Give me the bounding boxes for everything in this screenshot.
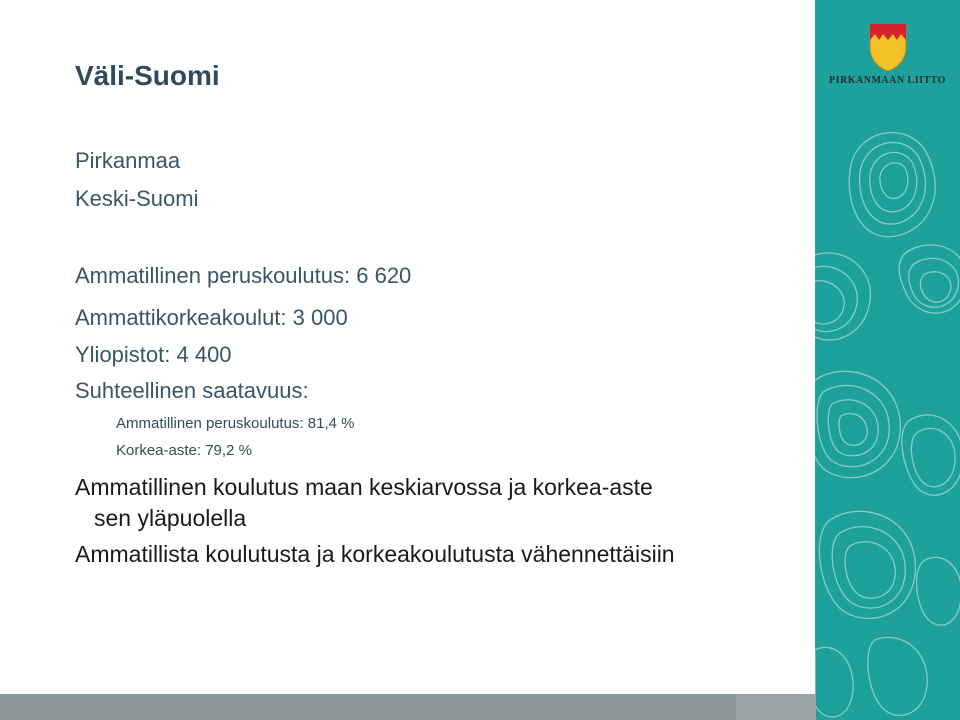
contour-pattern-icon xyxy=(815,0,960,720)
slide-title: Väli-Suomi xyxy=(75,60,220,91)
stat-polytechnics: Ammattikorkeakoulut: 3 000 xyxy=(75,305,348,330)
sub-stat-vocational: Ammatillinen peruskoulutus: 81,4 % xyxy=(116,415,355,432)
region-pirkanmaa: Pirkanmaa xyxy=(75,148,181,173)
conclusion-1a: Ammatillinen koulutus maan keskiarvossa ja korkea-aste xyxy=(75,474,653,500)
organization-name: PIRKANMAAN LIITTO xyxy=(829,75,946,86)
conclusion-2: Ammatillista koulutusta ja korkeakoulutusta vähennettäisiin xyxy=(75,541,675,567)
stat-vocational: Ammatillinen peruskoulutus: 6 620 xyxy=(75,263,412,288)
stat-relative-availability: Suhteellinen saatavuus: xyxy=(75,378,309,403)
footer-bar xyxy=(0,694,815,720)
footer-bar-segment xyxy=(736,694,816,720)
decorative-side-panel xyxy=(815,0,960,720)
region-keski-suomi: Keski-Suomi xyxy=(75,186,199,211)
conclusion-1b: sen yläpuolella xyxy=(94,505,247,531)
stat-universities: Yliopistot: 4 400 xyxy=(75,342,232,367)
sub-stat-higher-education: Korkea-aste: 79,2 % xyxy=(116,442,252,459)
